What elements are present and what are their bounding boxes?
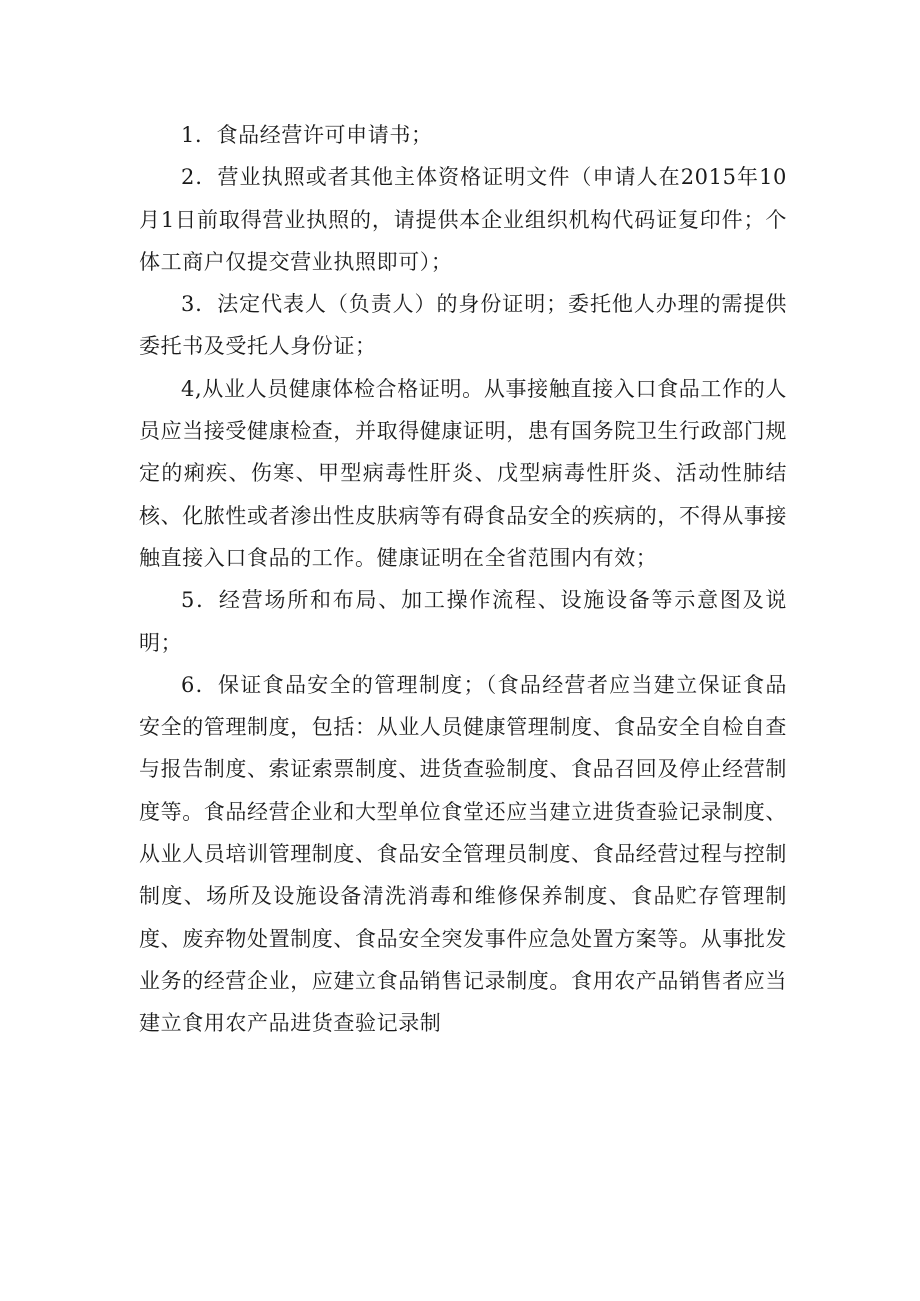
paragraph-item-6: 6．保证食品安全的管理制度；（食品经营者应当建立保证食品安全的管理制度，包括：从业人员健康管理制度、食品安全自检自查与报告制度、索证索票制度、进货查验制度、食品召回及停止经营制度等。食品经营企业和大型单位食堂还应当建立进货查验记录制度、从业人员培训管理制度、食品安全管理员制度、食品经营过程与控制制度、场所及设施设备清洗消毒和维修保养制度、食品贮存管理制度、废弃物处置制度、食品安全突发事件应急处置方案等。从事批发业务的经营企业，应建立食品销售记录制度。食用农产品销售者应当建立食用农产品进货查验记录制 [139,672,787,1036]
document-body [139,114,787,1045]
paragraph-item-1: 1．食品经营许可申请书； [181,123,433,147]
paragraph-item-4: 4,从业人员健康体检合格证明。从事接触直接入口食品工作的人员应当接受健康检查，并取得健康证明，患有国务院卫生行政部门规定的痢疾、伤寒、甲型病毒性肝炎、戊型病毒性肝炎、活动性肺结核、化脓性或者渗出性皮肤病等有碍食品安全的疾病的，不得从事接触直接入口食品的工作。健康证明在全省范围内有效； [139,376,787,570]
paragraph-item-3: 3．法定代表人（负责人）的身份证明；委托他人办理的需提供委托书及受托人身份证； [139,292,787,359]
paragraph-item-5: 5．经营场所和布局、加工操作流程、设施设备等示意图及说明； [139,588,787,655]
paragraph-item-2: 2．营业执照或者其他主体资格证明文件（申请人在2015年10月1日前取得营业执照的，请提供本企业组织机构代码证复印件；个体工商户仅提交营业执照即可）； [139,165,787,274]
